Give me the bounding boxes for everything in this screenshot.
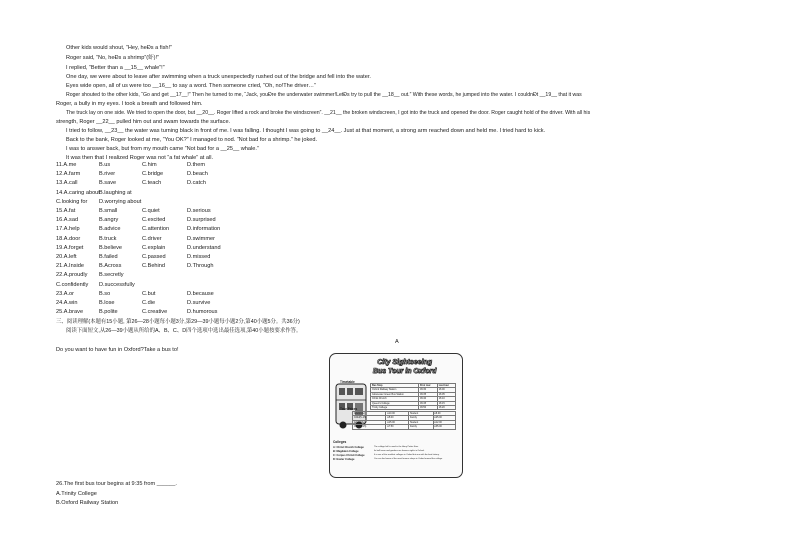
option-item: 21.A.Inside — [56, 263, 84, 270]
passage-line: It was then that I realized Roger was not “a fat whale” at all. — [66, 155, 214, 161]
poster-title-line1: City Sightseeing — [377, 359, 432, 366]
passage-line: I was to answer back, but from my mouth came “Not bad for a __25__ whale.” — [66, 146, 259, 152]
option-item: B.small — [99, 208, 118, 214]
option-item: C.teach — [142, 180, 162, 187]
college-note: It is one of the smallest colleges in Oxford but one with the best history. — [374, 454, 440, 456]
option-item: 22.A.proudly — [56, 272, 88, 279]
option-item: C.confidently — [56, 281, 89, 288]
timetable-cell: Gloucester Green Bus Station — [371, 392, 419, 396]
timetable-label: Timetable — [340, 380, 355, 384]
passage-line: I tried to follow, __23__ the water was turning black in front of me. I was falling. I thought I was going to __24__. Just at that moment, a strong arm reached down and held me. I tried hard to kick. — [66, 128, 546, 134]
timetable-cell: 16:05 — [437, 392, 455, 396]
option-item: C.quiet — [142, 208, 160, 214]
option-item: 16.A.sad — [56, 217, 79, 224]
option-item: 17.A.help — [56, 226, 80, 233]
option-item: D.understand — [187, 244, 221, 251]
option-item: 15.A.fat — [56, 208, 76, 214]
option-item: 19.A.forget — [56, 244, 84, 251]
fare-cell: Child(5–15) — [353, 425, 386, 429]
option-item: B.polite — [99, 309, 118, 316]
timetable-cell: 09:35 — [419, 392, 438, 396]
passage-line: Other kids would shout, “Hey, heÐs a fish!” — [66, 45, 172, 51]
option-item: B.believe — [99, 244, 123, 251]
timetable-cell: 16:15 — [437, 401, 455, 405]
college-note: You can find some of the most famous shops in Oxford around the college. — [374, 458, 443, 460]
option-item: B.save — [99, 180, 117, 187]
passage-line: Roger shouted to the other kids, “Go and get __17__!” Then he turned to me, “Jack, youĐre the underwater swimmer!LetĐs try to pull the __18__ out.” With these words, he jumped into the water. I couldnĐt __19__ that it was — [66, 92, 582, 98]
option-item: D.worrying about — [99, 198, 142, 205]
option-item: B.laughing at — [99, 189, 132, 196]
q26-option-a: A.Trinity College — [56, 491, 97, 497]
reading-intro: Do you want to have fun in Oxford?Take a bus to! — [56, 347, 179, 353]
passage-line: Roger, a bully in my eyes. I took a breath and followed him. — [56, 101, 203, 107]
option-item: D.missed — [187, 254, 211, 260]
poster-title — [352, 358, 457, 380]
option-item: D.them — [187, 162, 206, 168]
option-item: 12.A.farm — [56, 171, 81, 178]
option-item: B.river — [99, 171, 116, 178]
option-item: D.information — [187, 226, 221, 233]
fare-cell: Student — [408, 412, 433, 416]
option-item: B.angry — [99, 217, 119, 224]
timetable-header: First tour — [419, 384, 438, 388]
fare-cell: £35.00 — [433, 425, 456, 429]
option-item: D.swimmer — [187, 235, 215, 242]
fare-cell: £12.00 — [433, 420, 456, 424]
fare-cell: Family — [408, 425, 433, 429]
option-item: 25.A.brave — [56, 309, 84, 316]
timetable — [370, 383, 456, 410]
question-26: 26.The first bus tour begins at 9:35 from ______. — [56, 481, 177, 487]
fare-cell: £5.00 — [386, 416, 408, 420]
option-item: D.survive — [187, 300, 211, 306]
fare-cell: Adult(16+) — [353, 412, 386, 416]
college-name: D: Exeter College — [333, 458, 355, 461]
section-instruction: 阅读下面短文,从26—39小题从所给的A、B、C、D四个选项中选出最佳选项,第40小题按要求作答。 — [66, 328, 302, 334]
passage-line: strength, Roger __22__ pulled him out and swam towards the surface. — [56, 119, 231, 125]
option-item: D.humorous — [187, 309, 218, 316]
college-note: Its bell tower and gardens are famous sights in Oxford. — [374, 450, 425, 452]
fare-cell: Child(5–15) — [353, 416, 386, 420]
option-item: B.failed — [99, 254, 118, 260]
timetable-cell: 09:30 — [419, 388, 438, 392]
timetable-cell: 09:50 — [419, 405, 438, 409]
option-item: 23.A.or — [56, 290, 75, 297]
colleges-label: Colleges — [333, 440, 347, 444]
fares-table — [352, 411, 456, 430]
option-item: C.creative — [142, 309, 168, 316]
passage-line: Back to the bank, Roger looked at me, “You OK?” I managed to nod. “Not bad for a shrimp.” he joked. — [66, 137, 318, 143]
college-note: The college hall is used in the Harry Potter films. — [374, 446, 419, 448]
section-title: 三、阅读理解(本题有15小题, 第26—28小题每小题3分,第29—39小题每小题2分,第40小题5分。共36分) — [56, 319, 300, 325]
option-item: D.catch — [187, 180, 206, 187]
bus-tour-poster — [329, 353, 463, 478]
timetable-cell: Queen's College — [371, 401, 419, 405]
option-item: 13.A.call — [56, 180, 78, 187]
college-name: A: Christ Church College — [333, 446, 364, 449]
q26-option-b: B.Oxford Railway Station — [56, 500, 119, 506]
timetable-cell: Oxford Railway Station — [371, 388, 419, 392]
poster-title-line2: Bus Tour in Oxford — [372, 368, 437, 375]
passage-line: The truck lay on one side. We tried to open the door, but __20__. Roger lifted a rock and broke the windscreen”. __21__ the broken windscreen, I got into the truck and opened the door. Roger caught hold of the driver. With all his — [66, 110, 591, 116]
timetable-cell: 16:00 — [437, 388, 455, 392]
option-item: D.surprised — [187, 217, 216, 224]
option-item: 20.A.left — [56, 254, 77, 260]
timetable-cell: 09:45 — [419, 401, 438, 405]
fare-cell: Family — [408, 416, 433, 420]
option-item: B.so — [99, 290, 111, 297]
option-item: 11.A.me — [56, 162, 77, 168]
timetable-cell: 16:20 — [437, 405, 455, 409]
fare-cell: Adult(16+) — [353, 420, 386, 424]
fare-cell: £8.00 — [433, 412, 456, 416]
fare-cell: Student — [408, 420, 433, 424]
timetable-cell: 09:40 — [419, 397, 438, 401]
option-item: C.attention — [142, 226, 170, 233]
option-item: C.explain — [142, 244, 166, 251]
option-item: C.Behind — [142, 263, 166, 270]
passage-line: Roger said, “No, heÐs a shrimp”(虾)!” — [66, 55, 159, 61]
option-item: B.advice — [99, 226, 121, 233]
option-item: C.passed — [142, 254, 166, 260]
fare-cell: £7.50 — [386, 425, 408, 429]
option-item: 18.A.door — [56, 235, 81, 242]
option-item: D.because — [187, 290, 214, 297]
option-item: C.die — [142, 300, 156, 306]
option-item: D.serious — [187, 208, 211, 214]
option-item: B.Across — [99, 263, 122, 270]
option-item: B.secretly — [99, 272, 124, 279]
option-item: C.looking for — [56, 198, 88, 205]
option-item: D.successfully — [99, 281, 135, 288]
timetable-cell: 16:10 — [437, 397, 455, 401]
option-item: C.bridge — [142, 171, 164, 178]
option-item: 14.A.caring about — [56, 189, 100, 196]
fares-label: Tour Prices — [340, 407, 358, 411]
timetable-cell: Trinity College — [371, 405, 419, 409]
option-item: B.truck — [99, 235, 117, 242]
passage-line: Eyes wide open, all of us were too __16__ to say a word. Then someone cried, “Oh, no!The driver…” — [66, 83, 316, 89]
option-item: B.lose — [99, 300, 115, 306]
college-name: B: Magdalen College — [333, 450, 359, 453]
passage-line: One day, we were about to leave after swimming when a truck unexpectedly rushed out of the bridge and fell into the water. — [66, 74, 371, 80]
college-name: C: Corpus Christi College — [333, 454, 365, 457]
timetable-cell: Christ Church — [371, 397, 419, 401]
option-item: 24.A.win — [56, 300, 78, 306]
fare-cell: £10.00 — [386, 412, 408, 416]
passage-line: I replied, “Better than a __15__ whale”!” — [66, 65, 165, 71]
option-item: C.driver — [142, 235, 162, 242]
option-item: B.us — [99, 162, 111, 168]
option-item: C.but — [142, 290, 156, 297]
option-item: D.beach — [187, 171, 208, 178]
option-item: C.him — [142, 162, 157, 168]
timetable-header: Bus Stop — [371, 384, 419, 388]
fare-cell: £25.00 — [433, 416, 456, 420]
timetable-header: Last tour — [437, 384, 455, 388]
fare-cell: £15.00 — [386, 420, 408, 424]
option-item: D.Through — [187, 263, 214, 270]
option-item: C.excited — [142, 217, 166, 224]
part-label: A — [395, 339, 399, 345]
